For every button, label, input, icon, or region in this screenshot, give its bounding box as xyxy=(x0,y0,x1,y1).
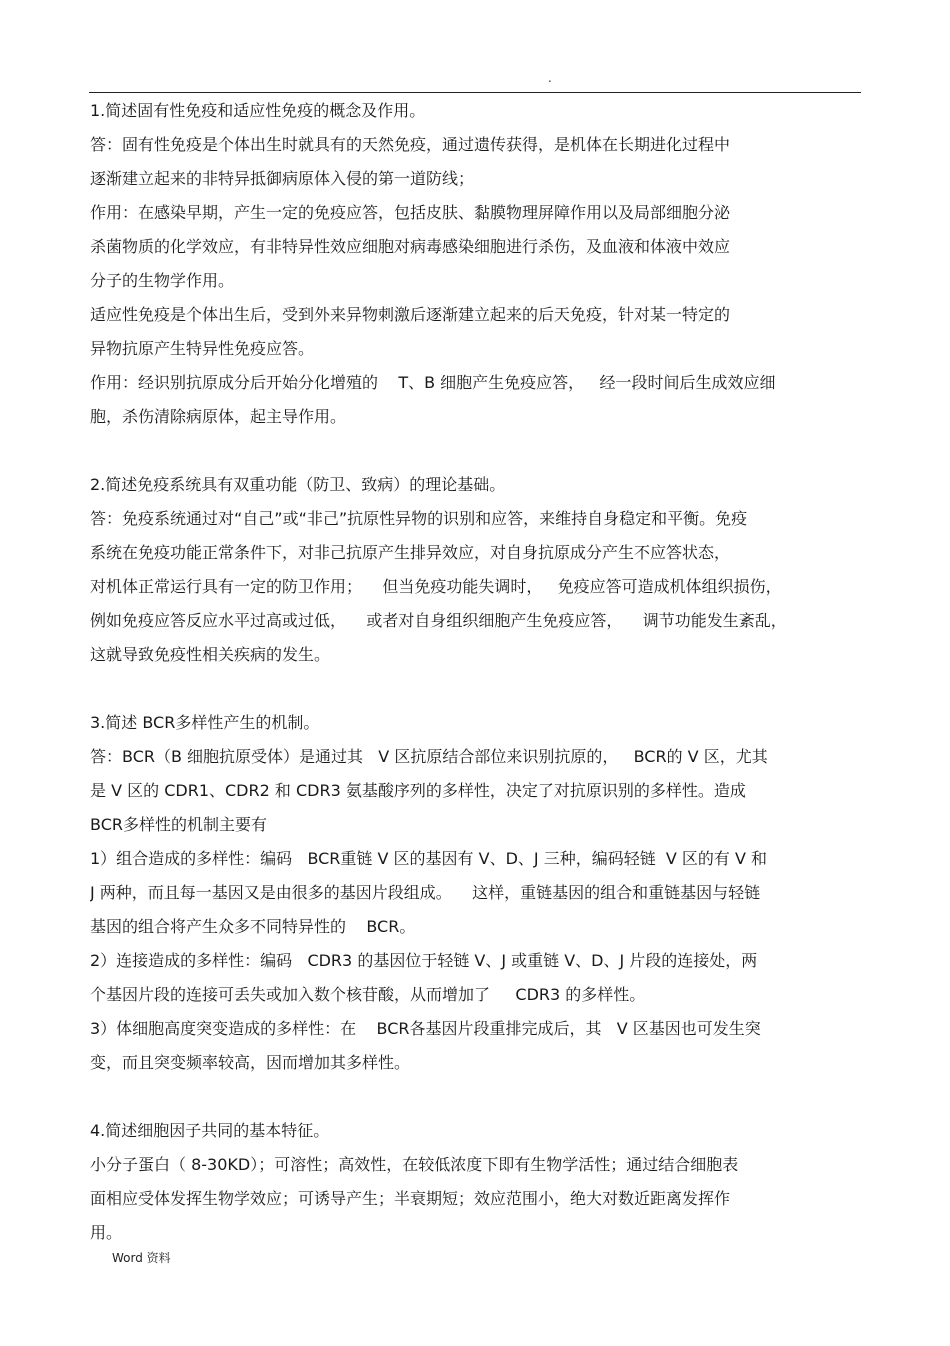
footer-label: Word 资料 xyxy=(112,1251,171,1265)
text-line: 系统在免疫功能正常条件下，对非己抗原产生排异效应，对自身抗原成分产生不应答状态， xyxy=(90,543,731,562)
section-q4 xyxy=(90,1114,860,1250)
text-line: 作用：经识别抗原成分后开始分化增殖的 T、B 细胞产生免疫应答， 经一段时间后生成效应细 xyxy=(90,373,776,392)
section-q1 xyxy=(90,94,860,434)
text-line: 个基因片段的连接可丢失或加入数个核苷酸，从而增加了 CDR3 的多样性。 xyxy=(90,985,646,1004)
section-q3 xyxy=(90,706,860,1080)
text-line: 胞，杀伤清除病原体，起主导作用。 xyxy=(90,407,347,426)
text-line: 基因的组合将产生众多不同特异性的 BCR。 xyxy=(90,917,416,936)
text-line: J 两种，而且每一基因又是由很多的基因片段组成。 这样，重链基因的组合和重链基因与轻链 xyxy=(90,883,761,902)
text-line: 适应性免疫是个体出生后，受到外来异物刺激后逐渐建立起来的后天免疫，针对某一特定的 xyxy=(90,305,731,324)
text-line: 3）体细胞高度突变造成的多样性：在 BCR各基因片段重排完成后，其 V 区基因也可发生突 xyxy=(90,1019,761,1038)
text-line: 这就导致免疫性相关疾病的发生。 xyxy=(90,645,331,664)
text-line: 例如免疫应答反应水平过高或过低， 或者对自身组织细胞产生免疫应答， 调节功能发生紊乱， xyxy=(90,611,787,630)
text-line: 分子的生物学作用。 xyxy=(90,271,235,290)
text-line: 是 V 区的 CDR1、CDR2 和 CDR3 氨基酸序列的多样性，决定了对抗原识别的多样性。造成 xyxy=(90,781,746,800)
section-spacer xyxy=(90,1080,860,1114)
text-line: 1）组合造成的多样性：编码 BCR重链 V 区的基因有 V、D、J 三种，编码轻链 V 区的有 V 和 xyxy=(90,849,768,868)
text-line: 异物抗原产生特异性免疫应答。 xyxy=(90,339,315,358)
section-q2 xyxy=(90,468,860,672)
text-line: BCR多样性的机制主要有 xyxy=(90,815,267,834)
question-title: 3.简述 BCR多样性产生的机制。 xyxy=(90,713,320,732)
text-line: 2）连接造成的多样性：编码 CDR3 的基因位于轻链 V、J 或重链 V、D、J 片段的连接处，两 xyxy=(90,951,758,970)
text-line: 答：固有性免疫是个体出生时就具有的天然免疫，通过遗传获得，是机体在长期进化过程中 xyxy=(90,135,731,154)
document-body xyxy=(90,94,860,1250)
section-spacer xyxy=(90,672,860,706)
question-title: 4.简述细胞因子共同的基本特征。 xyxy=(90,1121,330,1140)
text-line: 变，而且突变频率较高，因而增加其多样性。 xyxy=(90,1053,411,1072)
question-title: 2.简述免疫系统具有双重功能（防卫、致病）的理论基础。 xyxy=(90,475,506,494)
text-line: 杀菌物质的化学效应，有非特异性效应细胞对病毒感染细胞进行杀伤，及血液和体液中效应 xyxy=(90,237,731,256)
text-line: 逐渐建立起来的非特异抵御病原体入侵的第一道防线； xyxy=(90,169,475,188)
text-line: 小分子蛋白（ 8-30KD）；可溶性；高效性，在较低浓度下即有生物学活性；通过结合细胞表 xyxy=(90,1155,739,1174)
text-line: 作用：在感染早期，产生一定的免疫应答，包括皮肤、黏膜物理屏障作用以及局部细胞分泌 xyxy=(90,203,731,222)
header-rule xyxy=(89,92,861,93)
text-line: 对机体正常运行具有一定的防卫作用； 但当免疫功能失调时， 免疫应答可造成机体组织损伤， xyxy=(90,577,782,596)
text-line: 用。 xyxy=(90,1223,123,1242)
text-line: 答：BCR（B 细胞抗原受体）是通过其 V 区抗原结合部位来识别抗原的， BCR的 V 区，尤其 xyxy=(90,747,768,766)
header-mark: . xyxy=(548,71,552,85)
section-spacer xyxy=(90,434,860,468)
text-line: 面相应受体发挥生物学效应；可诱导产生；半衰期短；效应范围小，绝大对数近距离发挥作 xyxy=(90,1189,731,1208)
text-line: 答：免疫系统通过对“自己”或“非己”抗原性异物的识别和应答，来维持自身稳定和平衡。免疫 xyxy=(90,509,748,528)
question-title: 1.简述固有性免疫和适应性免疫的概念及作用。 xyxy=(90,101,426,120)
